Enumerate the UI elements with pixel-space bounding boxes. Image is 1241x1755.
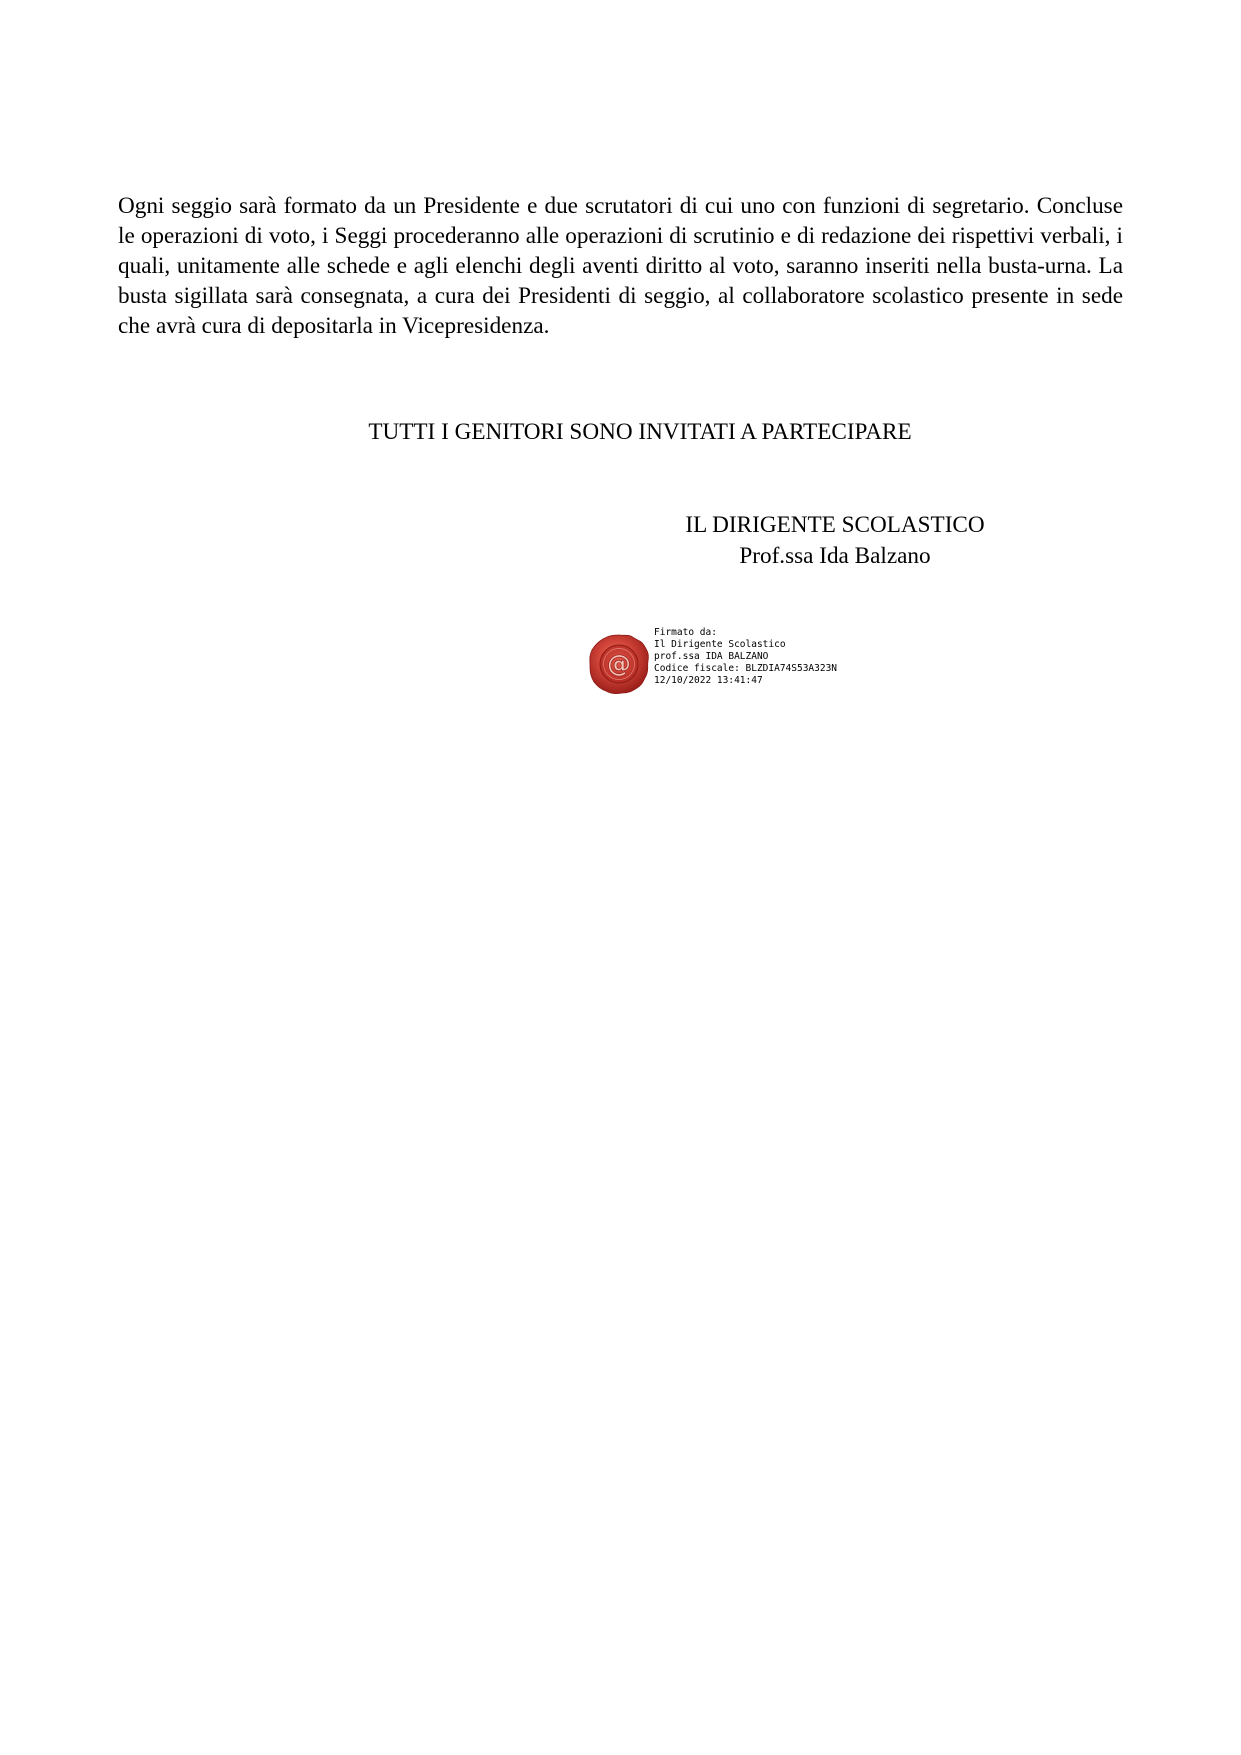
body-paragraph: Ogni seggio sarà formato da un Presidente e due scrutatori di cui uno con funzioni di segretario. Concluse le operazioni di voto, i Seggi procederanno alle operazioni di scrutinio e di redazione dei rispettivi verbali, i quali, unitamente alle schede e agli elenchi degli aventi diritto al voto, saranno inseriti nella busta-urna. La busta sigillata sarà consegnata, a cura dei Presidenti di seggio, al collaboratore scolastico presente in sede che avrà cura di depositarla in Vicepresidenza.: [118, 193, 1123, 339]
signer-name: prof.ssa IDA BALZANO: [654, 651, 769, 662]
signature-timestamp: 12/10/2022 13:41:47: [654, 675, 763, 686]
signer-role: Il Dirigente Scolastico: [654, 639, 786, 650]
signed-by-label: Firmato da:: [654, 627, 717, 638]
signature-details: [654, 627, 837, 687]
wax-seal-at-icon: [588, 633, 650, 695]
invitation-heading: TUTTI I GENITORI SONO INVITATI A PARTECIPARE: [368, 419, 912, 445]
svg-text:@: @: [607, 650, 631, 678]
signatory-name: Prof.ssa Ida Balzano: [739, 543, 931, 569]
digital-signature-stamp: [588, 627, 888, 697]
signatory-role: IL DIRIGENTE SCOLASTICO: [685, 512, 985, 538]
signature-block: [660, 510, 1010, 572]
fiscal-code: Codice fiscale: BLZDIA74S53A323N: [654, 663, 838, 674]
